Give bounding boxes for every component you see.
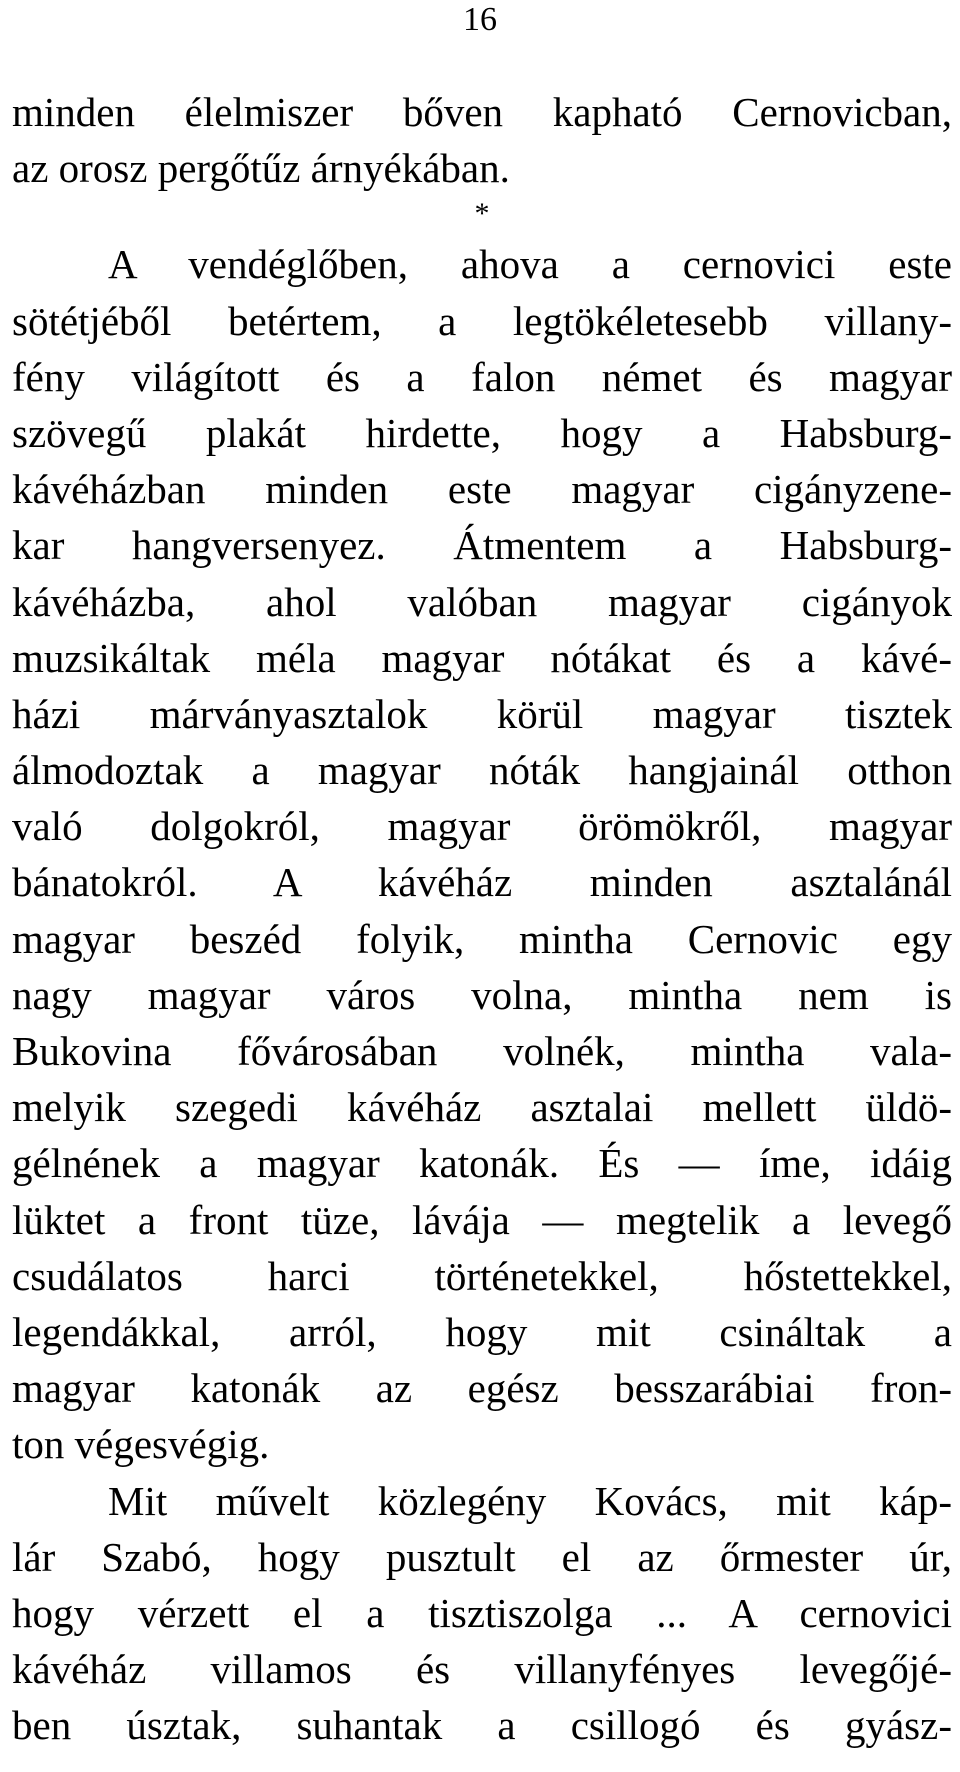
text-line: gélnének a magyar katonák. És — íme, idáig [12,1140,952,1187]
text-line: lár Szabó, hogy pusztult el az őrmester úr, [12,1533,952,1580]
text-line: legendákkal, arról, hogy mit csináltak a [12,1308,952,1355]
text-line: nagy magyar város volna, mintha nem is [12,971,952,1018]
body-text [12,84,952,1753]
paragraph-first-line: A vendéglőben, ahova a cernovici este [108,241,952,288]
text-line: ben úsztak, suhantak a csillogó és gyász- [12,1702,952,1749]
text-line: lüktet a front tüze, lávája — megtelik a levegő [12,1196,952,1243]
text-line: kávéház villamos és villanyfényes levegőjé- [12,1646,952,1693]
text-line: magyar beszéd folyik, mintha Cernovic egy [12,915,952,962]
text-line: minden élelmiszer bőven kapható Cernovicban, [12,89,952,135]
text-line: bánatokról. A kávéház minden asztalánál [12,859,952,906]
section-separator: * [474,197,490,231]
text-line: házi márványasztalok körül magyar tisztek [12,690,952,737]
text-line: fény világított és a falon német és magyar [12,353,952,400]
text-line: az orosz pergőtűz árnyékában. [12,145,510,192]
paragraph-first-line: Mit művelt közlegény Kovács, mit káp- [108,1477,952,1524]
text-line: magyar katonák az egész besszarábiai fron- [12,1365,952,1412]
text-line: muzsikáltak méla magyar nótákat és a kávé- [12,634,952,681]
text-line: melyik szegedi kávéház asztalai mellett üldö- [12,1084,952,1131]
text-line: kávéházban minden este magyar cigányzene- [12,466,952,513]
text-line: Bukovina fővárosában volnék, mintha vala- [12,1028,952,1074]
text-line: kávéházba, ahol valóban magyar cigányok [12,578,952,625]
text-line: hogy vérzett el a tisztiszolga ... A cernovici [12,1589,952,1636]
text-line: csudálatos harci történetekkel, hőstettekkel, [12,1252,952,1299]
page-number: 16 [463,1,497,38]
text-line: ton végesvégig. [12,1421,270,1468]
text-line: szövegű plakát hirdette, hogy a Habsburg- [12,409,952,456]
text-line: álmodoztak a magyar nóták hangjainál otthon [12,747,952,794]
text-line: való dolgokról, magyar örömökről, magyar [12,803,952,850]
text-line: kar hangversenyez. Átmentem a Habsburg- [12,522,952,569]
text-line: sötétjéből betértem, a legtökéletesebb villany- [12,297,952,344]
